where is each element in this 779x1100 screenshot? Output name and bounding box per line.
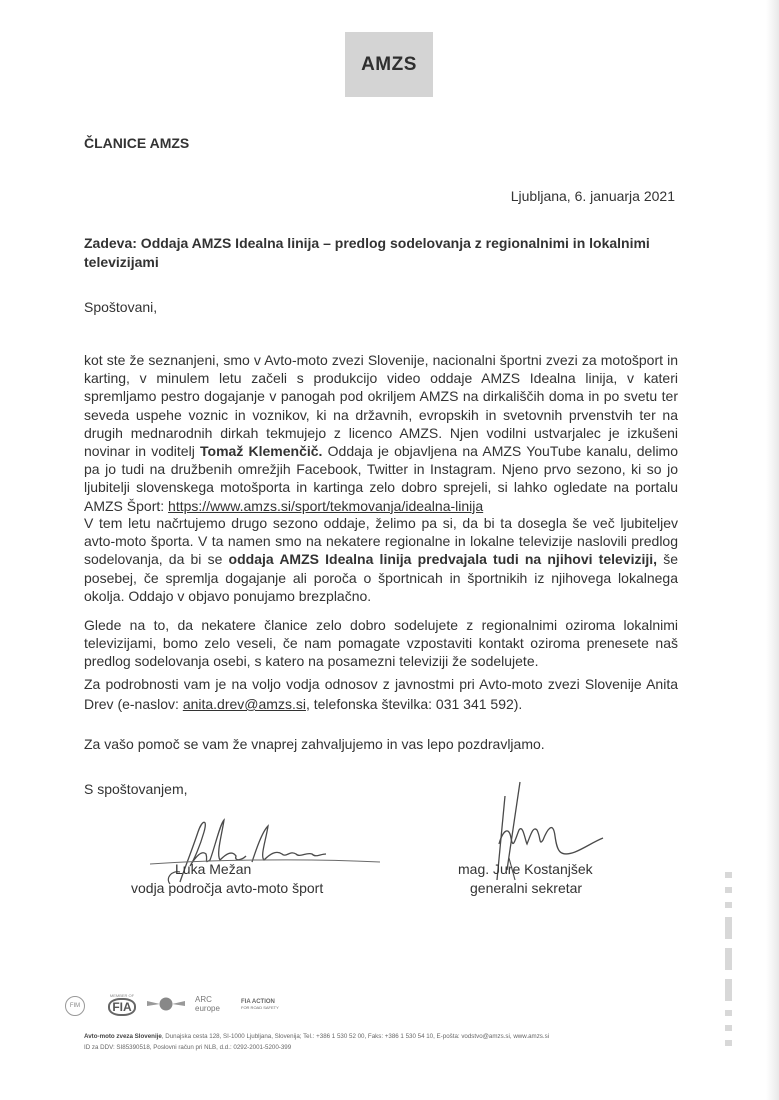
body-paragraph-4	[84, 674, 678, 714]
body-paragraph-1	[84, 351, 678, 515]
p4-text-before-link: Za podrobnosti vam je na voljo vodja odnosov z javnostmi pri Avto-moto zvezi Slovenije Anita Drev (e-naslov:	[84, 676, 678, 712]
p2-text-after-bold: še posebej, če spremlja dogajanje ali poroča o športnicah in športnikih iz njihovega lokalnega okolja. Oddajo v objavo ponujamo brezplačno.	[84, 551, 678, 604]
action-label: FIA ACTION	[241, 998, 275, 1005]
fim-europe-wings-icon	[147, 996, 185, 1012]
footer-org-name: Avto-moto zveza Slovenije	[84, 1033, 162, 1040]
p2-text-before-bold: V tem letu načrtujemo drugo sezono oddaje, želimo pa si, da bi ta dosegla še več ljubiteljev avto-moto športa. V ta namen smo na nekatere regionalne in lokalne televizije naslovili predlog sodelovanja, da bi se	[84, 515, 678, 568]
signatory-2-name: mag. Jure Kostanjšek	[458, 861, 593, 877]
host-name: Tomaž Klemenčič.	[200, 443, 323, 460]
p2-bold-proposal: oddaja AMZS Idealna linija predvajala tudi na njihovi televiziji,	[228, 551, 658, 568]
edge-mark	[725, 887, 732, 893]
subject-line: Zadeva: Oddaja AMZS Idealna linija – predlog sodelovanja z regionalnimi in lokalnimi televizijami	[84, 235, 650, 270]
edge-mark	[725, 979, 732, 1001]
edge-mark	[725, 1040, 732, 1046]
scan-edge-shadow	[766, 0, 779, 1100]
fim-logo-icon: FIM	[65, 996, 85, 1016]
edge-mark	[725, 1010, 732, 1016]
road-safety-label: FOR ROAD SAFETY	[241, 1004, 279, 1010]
signatory-1-name: Luka Mežan	[175, 861, 252, 877]
body-paragraph-3: Glede na to, da nekatere članice zelo dobro sodelujete z regionalnimi oziroma lokalnimi televizijami, bomo zelo veseli, če nam pomagate vzpostaviti kontakt oziroma prenesete naš predlog sodelovanja osebi, s katero na posamezni televiziji že sodelujete.	[84, 617, 678, 670]
letterhead-footer	[84, 1031, 549, 1053]
arc-label: ARC	[195, 995, 212, 1004]
p1-text-before-bold: kot ste že seznanjeni, smo v Avto-moto zvezi Slovenije, nacionalni športni zvezi za motošport in karting, v minulem letu začeli s produkcijo video oddaje AMZS Idealna linija, v kateri spremljamo pestro dogajanje v panogah pod okriljem AMZS na dirkališčih doma in po svetu ter seveda uspehe voznic in voznikov, ki na državnih, evropskih in svetovnih prvenstvih ter na drugih mednarodnih dirkah tekmujejo z licenco AMZS. Njen vodilni ustvarjalec je izkušeni novinar in voditelj	[84, 352, 678, 460]
edge-mark	[725, 872, 732, 878]
idealna-linija-link[interactable]: https://www.amzs.si/sport/tekmovanja/idealna-linija	[168, 497, 484, 514]
amzs-logo	[345, 32, 433, 97]
fia-caption: MEMBER OF	[109, 992, 135, 998]
p4-text-after-link: , telefonska številka: 031 341 592).	[305, 696, 523, 712]
footer-line-2: ID za DDV: SI85390518, Poslovni račun pri NLB, d.d.: 0292-2001-5200-399	[84, 1044, 292, 1051]
body-paragraph-2	[84, 514, 678, 605]
body-paragraph-5: Za vašo pomoč se vam že vnaprej zahvaljujemo in vas lepo pozdravljamo.	[84, 736, 545, 752]
recipient-heading: ČLANICE AMZS	[84, 135, 190, 151]
signatory-1-role: vodja področja avto-moto šport	[131, 880, 324, 896]
edge-mark	[725, 917, 732, 939]
arc-europe-logo-icon	[195, 992, 233, 1016]
fia-label: FIA	[108, 998, 135, 1016]
contact-email-link[interactable]: anita.drev@amzs.si	[182, 696, 306, 712]
salutation: Spoštovani,	[84, 299, 158, 315]
letter-date: Ljubljana, 6. januarja 2021	[510, 188, 675, 204]
edge-mark	[725, 1025, 732, 1031]
edge-mark	[725, 902, 732, 908]
footer-address: , Dunajska cesta 128, SI-1000 Ljubljana, Slovenija; Tel.: +386 1 530 52 00, Faks: +386 1 530 54 10, E-pošta: vodstvo@amzs.si, www.amzs.si	[161, 1033, 550, 1040]
logo-text: AMZS	[361, 53, 417, 75]
closing-phrase: S spoštovanjem,	[84, 781, 188, 797]
fia-logo-icon	[107, 990, 137, 1018]
edge-mark	[725, 948, 732, 970]
fia-action-road-safety-icon	[241, 994, 296, 1014]
signatory-2-role: generalni sekretar	[470, 880, 583, 896]
footer-line-1	[84, 1031, 549, 1042]
p1-text-after-bold: Oddaja je objavljena na AMZS YouTube kanalu, delimo pa jo tudi na družbenih omrežjih Facebook, Twitter in Instagram. Njeno prvo sezono, ki so jo ljubitelji slovenskega motošporta in kartinga zelo dobro sprejeli, si lahko ogledate na portalu AMZS Šport:	[84, 443, 679, 514]
europe-label: europe	[195, 1004, 220, 1013]
scan-edge-marks	[725, 872, 733, 1055]
